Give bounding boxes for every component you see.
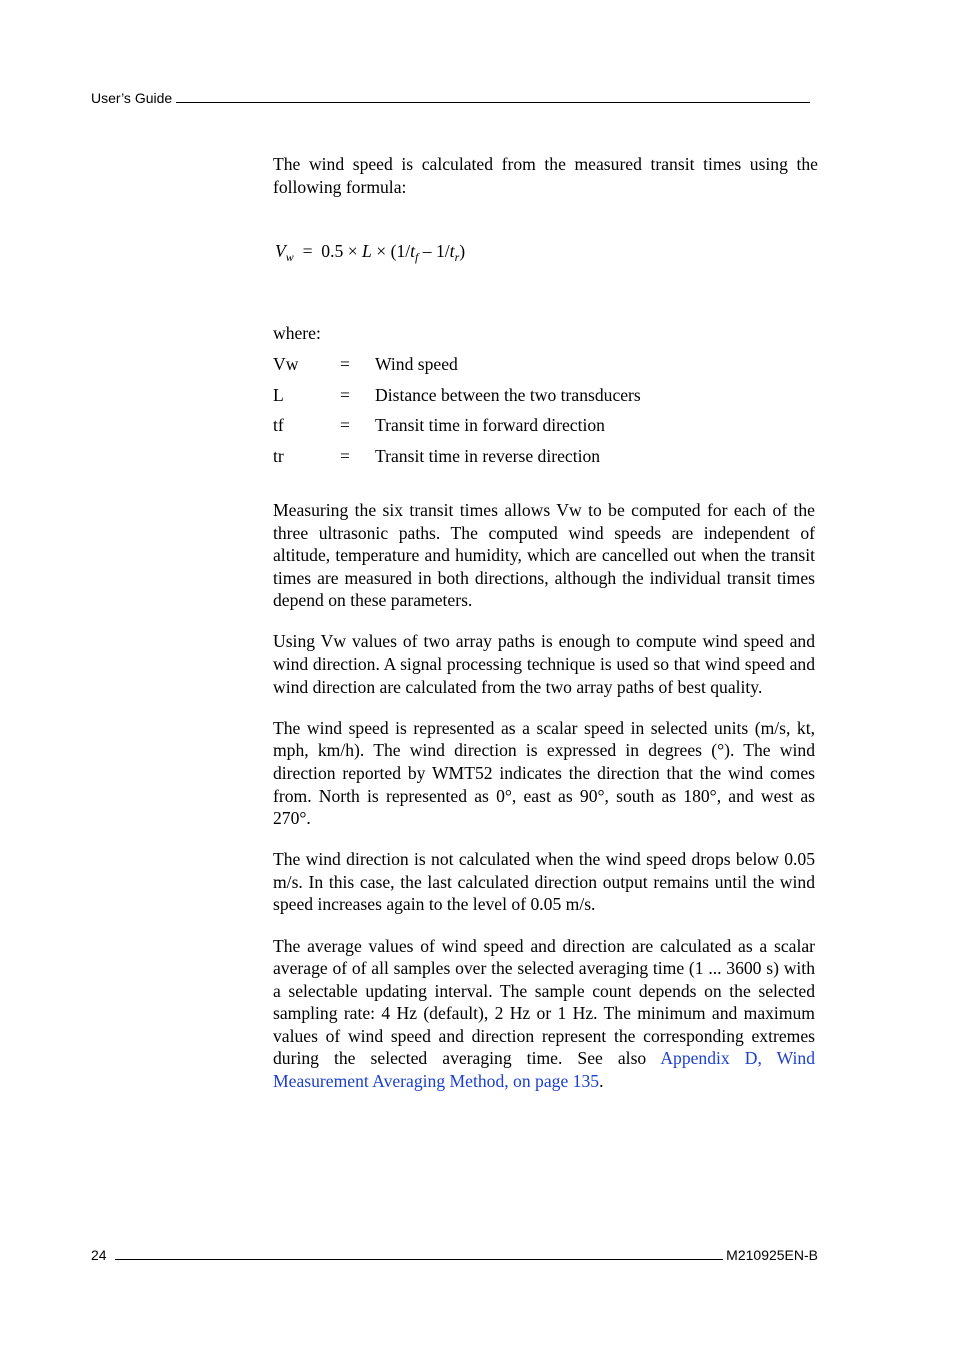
definition-equals: =: [340, 445, 350, 466]
formula-t2: t: [449, 241, 455, 261]
averaging-end: .: [599, 1071, 604, 1092]
definition-row: [273, 414, 641, 445]
definition-meaning: Wind speed: [375, 354, 458, 374]
definition-meaning: Transit time in reverse direction: [375, 445, 601, 466]
paragraph-low-speed: The wind direction is not calculated when the wind speed drops below 0.05 m/s. In this case, the last calculated direction output remains until the wind speed increases again to the level of 0.05 m/s.: [273, 849, 815, 915]
formula-minus: –: [422, 241, 432, 261]
formula-t1: t: [410, 241, 416, 261]
paragraph-array-paths: Using Vw values of two array paths is enough to compute wind speed and wind direction. A signal processing technique is used so that wind speed and wind direction are calculated from the two array paths of best quality.: [273, 631, 815, 697]
page-number: 24: [91, 1247, 107, 1263]
definition-equals: =: [340, 415, 350, 435]
definition-meaning: Transit time in forward direction: [375, 415, 605, 435]
paragraph-averaging: [273, 935, 815, 1093]
averaging-text: The average values of wind speed and direction are calculated as a scalar average of of all samples over the selected averaging time (1 ... 3600 s) with a selectable updating interval. The sample count depends on the selected sampling rate: 4 Hz (default), 2 Hz or 1 Hz. The minimum and maximum values of wind speed and direction represent the corresponding extremes during the selected averaging time. See also: [273, 935, 815, 1069]
formula-one: 1: [435, 241, 445, 261]
definition-meaning: Distance between the two transducers: [375, 384, 641, 405]
page-footer: [91, 1243, 818, 1263]
body-text: [273, 499, 815, 1111]
paragraph-transit-times: Measuring the six transit times allows Vw to be computed for each of the three ultrasonic paths. The computed wind speeds are independent of altitude, temperature and humidity, which are cancelled out when the transit times are measured in both directions, although the individual transit times depend on these parameters.: [273, 500, 815, 611]
definition-symbol: tr: [273, 445, 284, 466]
definition-symbol: tf: [273, 415, 284, 435]
formula-slash-1: /: [405, 241, 411, 261]
intro-block: [273, 153, 818, 198]
formula-equals: =: [302, 241, 313, 261]
formula-coef: 0.5: [321, 241, 344, 261]
formula-L: L: [362, 241, 372, 261]
definition-symbol: L: [273, 384, 284, 405]
definition-equals: =: [340, 354, 350, 374]
formula-t1-sub: f: [415, 250, 419, 264]
formula-t2-sub: r: [454, 250, 460, 264]
formula-open: (1: [390, 241, 406, 261]
formula-close: ): [459, 241, 466, 261]
definition-list: [273, 353, 641, 475]
definition-symbol: Vw: [273, 354, 299, 374]
intro-paragraph: The wind speed is calculated from the measured transit times using the following formula:: [273, 154, 818, 197]
wind-speed-formula: [275, 241, 465, 265]
document-code: M210925EN-B: [726, 1247, 818, 1263]
where-label: where:: [273, 323, 321, 343]
page-header: [91, 86, 810, 106]
formula-times-1: ×: [347, 241, 358, 261]
header-title: User’s Guide: [91, 90, 173, 106]
footer-rule: [115, 1259, 724, 1260]
formula-lhs: V: [275, 241, 286, 261]
header-rule: [176, 102, 810, 103]
paragraph-units-direction: The wind speed is represented as a scalar speed in selected units (m/s, kt, mph, km/h). The wind direction is expressed in degrees (°). The wind direction reported by WMT52 indicates the direction that the wind comes from. North is represented as 0°, east as 90°, south as 180°, and west as 270°.: [273, 717, 815, 829]
definition-row: [273, 445, 641, 476]
formula-slash-2: /: [444, 241, 450, 261]
formula-times-2: ×: [376, 241, 387, 261]
definition-row: [273, 384, 641, 415]
appendix-d-link[interactable]: Appendix D, Wind Measurement Averaging Method, on page 135: [273, 1048, 815, 1092]
definition-equals: =: [340, 384, 350, 405]
formula-lhs-sub: w: [285, 250, 294, 264]
definition-row: [273, 353, 641, 384]
